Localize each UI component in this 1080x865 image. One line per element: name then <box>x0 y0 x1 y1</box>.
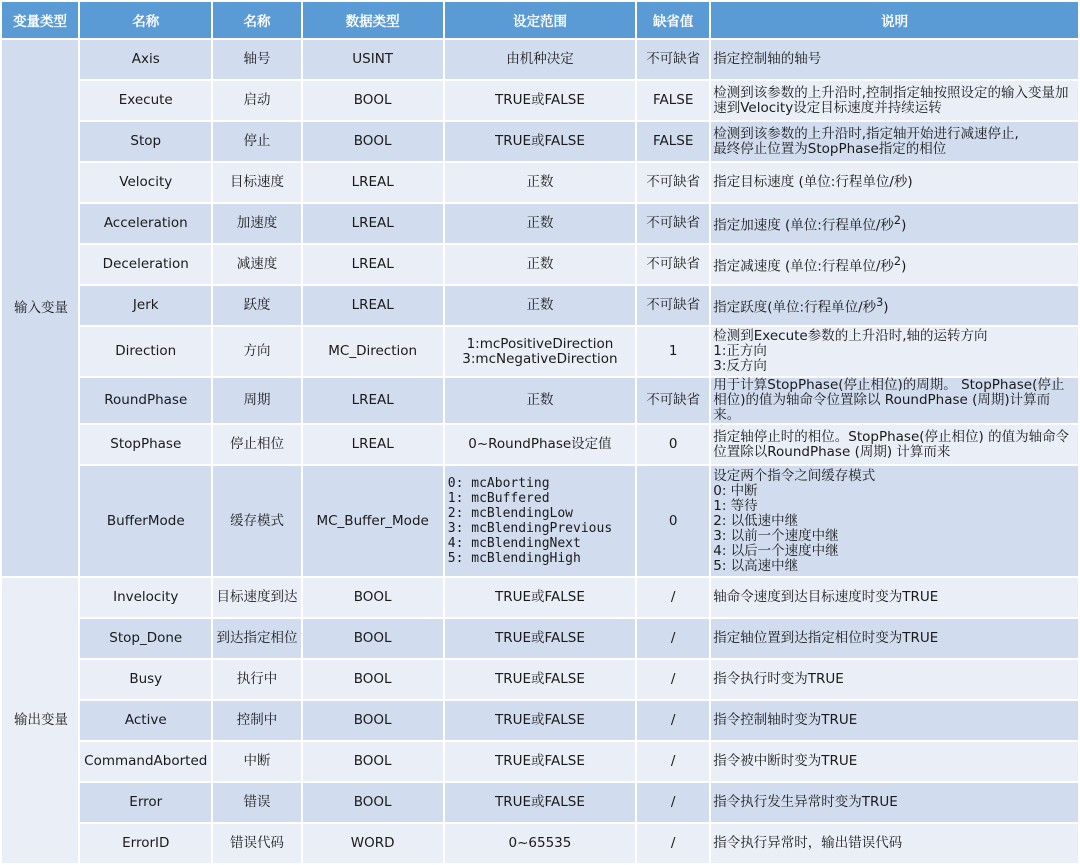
header-cname: 名称 <box>213 2 300 38</box>
param-name: Stop <box>80 122 211 161</box>
param-desc: 检测到Execute参数的上升沿时,轴的运转方向 1:正方向 3:反方向 <box>711 327 1078 376</box>
param-range: 正数 <box>445 378 635 423</box>
param-name: Deceleration <box>80 245 211 284</box>
param-default: 不可缺省 <box>637 378 709 423</box>
param-range: TRUE或FALSE <box>445 742 635 781</box>
param-cname: 停止相位 <box>213 425 300 464</box>
table-row <box>2 619 1078 658</box>
desc-text: 指定加速度 (单位:行程单位/秒 <box>713 217 894 234</box>
param-desc: 指定轴停止时的相位。StopPhase(停止相位) 的值为轴命令位置除以RoundPhase (周期) 计算而来 <box>711 425 1078 464</box>
param-name: Stop_Done <box>80 619 211 658</box>
param-range: TRUE或FALSE <box>445 619 635 658</box>
param-default: 不可缺省 <box>637 204 709 243</box>
param-default: / <box>637 701 709 740</box>
param-default: 不可缺省 <box>637 245 709 284</box>
desc-superscript: 2 <box>893 255 902 269</box>
param-name: Invelocity <box>80 578 211 617</box>
param-range: TRUE或FALSE <box>445 81 635 120</box>
param-range: 0~RoundPhase设定值 <box>445 425 635 464</box>
table-row <box>2 378 1078 423</box>
table-row <box>2 40 1078 79</box>
param-default: 1 <box>637 327 709 376</box>
param-default: / <box>637 578 709 617</box>
desc-text: 指定跃度(单位:行程单位/秒 <box>713 299 877 316</box>
param-range: 正数 <box>445 204 635 243</box>
param-cname: 错误 <box>213 783 300 822</box>
param-type: LREAL <box>303 204 443 243</box>
param-desc: 指定轴位置到达指定相位时变为TRUE <box>711 619 1078 658</box>
param-type: WORD <box>303 824 443 863</box>
param-desc: 设定两个指令之间缓存模式 0: 中断 1: 等待 2: 以低速中继 3: 以前一个速度中继 4: 以后一个速度中继 5: 以高速中继 <box>711 466 1078 576</box>
param-name: Axis <box>80 40 211 79</box>
header-range: 设定范围 <box>445 2 635 38</box>
param-desc: 用于计算StopPhase(停止相位)的周期。 StopPhase(停止相位)的值为轴命令位置除以 RoundPhase (周期)计算而来。 <box>711 378 1078 423</box>
param-default: / <box>637 742 709 781</box>
param-type: BOOL <box>303 619 443 658</box>
param-desc: 指令控制轴时变为TRUE <box>711 701 1078 740</box>
param-range: 正数 <box>445 286 635 325</box>
param-desc: 指令执行发生异常时变为TRUE <box>711 783 1078 822</box>
table-row <box>2 466 1078 576</box>
param-name: Jerk <box>80 286 211 325</box>
param-cname: 启动 <box>213 81 300 120</box>
param-name: StopPhase <box>80 425 211 464</box>
param-name: RoundPhase <box>80 378 211 423</box>
param-name: Error <box>80 783 211 822</box>
table-row <box>2 425 1078 464</box>
param-cname: 加速度 <box>213 204 300 243</box>
param-range: TRUE或FALSE <box>445 783 635 822</box>
param-type: MC_Direction <box>303 327 443 376</box>
table-row <box>2 81 1078 120</box>
param-cname: 轴号 <box>213 40 300 79</box>
param-range: 正数 <box>445 245 635 284</box>
header-desc: 说明 <box>711 2 1078 38</box>
param-name: BufferMode <box>80 466 211 576</box>
param-cname: 周期 <box>213 378 300 423</box>
param-name: Execute <box>80 81 211 120</box>
param-cname: 到达指定相位 <box>213 619 300 658</box>
param-type: LREAL <box>303 245 443 284</box>
param-type: USINT <box>303 40 443 79</box>
param-type: LREAL <box>303 378 443 423</box>
param-type: LREAL <box>303 286 443 325</box>
table-row <box>2 824 1078 863</box>
desc-text-end: ) <box>901 258 907 275</box>
param-default: / <box>637 619 709 658</box>
param-type: BOOL <box>303 578 443 617</box>
param-range: 0: mcAborting 1: mcBuffered 2: mcBlendingLow 3: mcBlendingPrevious 4: mcBlendingNext 5: mcBlendingHigh <box>445 466 635 576</box>
param-range: TRUE或FALSE <box>445 122 635 161</box>
param-default: / <box>637 660 709 699</box>
param-default: 不可缺省 <box>637 40 709 79</box>
param-cname: 方向 <box>213 327 300 376</box>
table-row <box>2 163 1078 202</box>
param-type: LREAL <box>303 163 443 202</box>
param-range: 正数 <box>445 163 635 202</box>
param-desc: 指定控制轴的轴号 <box>711 40 1078 79</box>
table-row <box>2 783 1078 822</box>
param-desc <box>711 245 1078 284</box>
desc-superscript: 3 <box>876 296 884 310</box>
header-name: 名称 <box>80 2 211 38</box>
param-desc <box>711 204 1078 243</box>
table-row <box>2 327 1078 376</box>
param-desc: 指令被中断时变为TRUE <box>711 742 1078 781</box>
param-name: ErrorID <box>80 824 211 863</box>
table-row <box>2 122 1078 161</box>
table-row <box>2 701 1078 740</box>
param-cname: 目标速度到达 <box>213 578 300 617</box>
param-cname: 缓存模式 <box>213 466 300 576</box>
group-input-label: 输入变量 <box>2 40 78 576</box>
desc-text-end: ) <box>901 217 907 234</box>
param-default: 0 <box>637 466 709 576</box>
param-range: TRUE或FALSE <box>445 660 635 699</box>
param-type: BOOL <box>303 701 443 740</box>
header-row <box>2 2 1078 38</box>
param-desc: 指令执行异常时，输出错误代码 <box>711 824 1078 863</box>
table-row <box>2 286 1078 325</box>
param-name: Direction <box>80 327 211 376</box>
table-row <box>2 742 1078 781</box>
param-desc: 指定目标速度 (单位:行程单位/秒) <box>711 163 1078 202</box>
param-range: 由机种决定 <box>445 40 635 79</box>
table-row <box>2 245 1078 284</box>
param-cname: 停止 <box>213 122 300 161</box>
param-type: BOOL <box>303 783 443 822</box>
param-range: 0~65535 <box>445 824 635 863</box>
param-desc <box>711 286 1078 325</box>
table-row <box>2 204 1078 243</box>
param-name: Velocity <box>80 163 211 202</box>
param-name: Acceleration <box>80 204 211 243</box>
desc-text: 指定减速度 (单位:行程单位/秒 <box>713 258 894 275</box>
param-desc: 轴命令速度到达目标速度时变为TRUE <box>711 578 1078 617</box>
param-range: 1:mcPositiveDirection 3:mcNegativeDirection <box>445 327 635 376</box>
param-default: 不可缺省 <box>637 163 709 202</box>
table-row <box>2 578 1078 617</box>
param-cname: 跃度 <box>213 286 300 325</box>
param-desc: 指令执行时变为TRUE <box>711 660 1078 699</box>
param-default: / <box>637 783 709 822</box>
param-cname: 目标速度 <box>213 163 300 202</box>
param-name: Active <box>80 701 211 740</box>
param-type: BOOL <box>303 81 443 120</box>
header-data-type: 数据类型 <box>303 2 443 38</box>
desc-text-end: ) <box>883 299 889 316</box>
param-default: FALSE <box>637 122 709 161</box>
param-default: 0 <box>637 425 709 464</box>
param-default: FALSE <box>637 81 709 120</box>
param-cname: 错误代码 <box>213 824 300 863</box>
header-var-type: 变量类型 <box>2 2 78 38</box>
param-type: LREAL <box>303 425 443 464</box>
param-range: TRUE或FALSE <box>445 701 635 740</box>
param-name: CommandAborted <box>80 742 211 781</box>
param-cname: 中断 <box>213 742 300 781</box>
param-type: BOOL <box>303 122 443 161</box>
param-type: BOOL <box>303 660 443 699</box>
param-range: TRUE或FALSE <box>445 578 635 617</box>
param-type: MC_Buffer_Mode <box>303 466 443 576</box>
header-default: 缺省值 <box>637 2 709 38</box>
param-desc: 检测到该参数的上升沿时,指定轴开始进行减速停止, 最终停止位置为StopPhase指定的相位 <box>711 122 1078 161</box>
param-type: BOOL <box>303 742 443 781</box>
param-name: Busy <box>80 660 211 699</box>
param-desc: 检测到该参数的上升沿时,控制指定轴按照设定的输入变量加速到Velocity设定目标速度并持续运转 <box>711 81 1078 120</box>
group-output-label: 输出变量 <box>2 578 78 863</box>
table-row <box>2 660 1078 699</box>
param-cname: 执行中 <box>213 660 300 699</box>
param-default: / <box>637 824 709 863</box>
param-cname: 减速度 <box>213 245 300 284</box>
param-default: 不可缺省 <box>637 286 709 325</box>
param-cname: 控制中 <box>213 701 300 740</box>
desc-superscript: 2 <box>893 214 902 228</box>
